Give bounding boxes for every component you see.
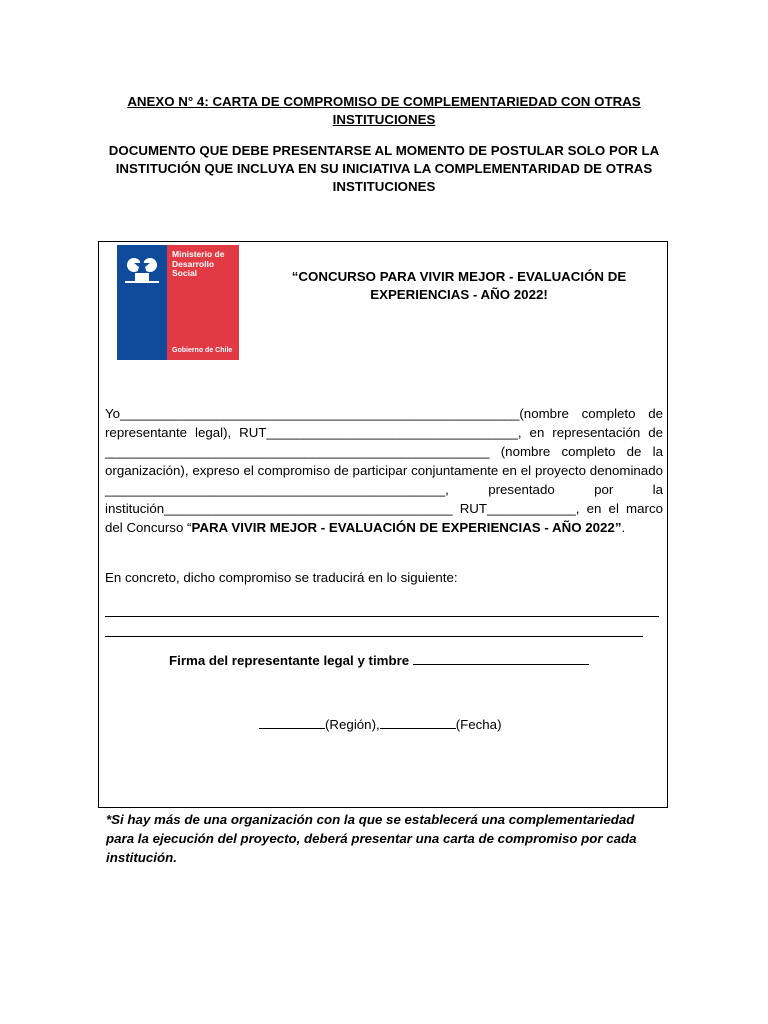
annex-title-line2: INSTITUCIONES (332, 112, 436, 127)
region-blank (259, 716, 325, 729)
annex-title (100, 93, 668, 129)
letter-paragraph-end: . (621, 520, 626, 535)
chile-crest-icon (120, 251, 164, 285)
region-label: (Región), (325, 717, 380, 732)
annex-title-line1: ANEXO N° 4: CARTA DE COMPROMISO DE COMPLEMENTARIEDAD CON OTRAS (127, 94, 641, 109)
date-blank (380, 716, 456, 729)
contest-title: “CONCURSO PARA VIVIR MEJOR - EVALUACIÓN DE EXPERIENCIAS - AÑO 2022! (291, 269, 627, 302)
commitment-line-1 (105, 616, 659, 617)
logo-ministry-name: Ministerio de Desarrollo Social (172, 249, 225, 278)
letter-paragraph: Yo______________________________________________________(nombre completo de representante legal), RUT__________________________________, en representación de ____________________________________________________ (nombre completo de la organización), expreso el compromiso de participar conjuntamente en el proyecto denominado ______________________________________________, presentado por la institución_______________________________________ RUT____________, en el marco del Concurso “ (105, 406, 663, 535)
logo-red-panel (167, 245, 239, 360)
place-date-field (259, 716, 502, 732)
logo-blue-panel (117, 245, 167, 360)
logo-government: Gobierno de Chile (172, 347, 233, 354)
signature-field (169, 652, 589, 668)
instructions: DOCUMENTO QUE DEBE PRESENTARSE AL MOMENTO DE POSTULAR SOLO POR LA INSTITUCIÓN QUE INCLUYA EN SU INICIATIVA LA COMPLEMENTARIDAD DE OTRAS INSTITUCIONES (108, 143, 660, 194)
contest-name-bold: PARA VIVIR MEJOR - EVALUACIÓN DE EXPERIENCIAS - AÑO 2022” (191, 520, 622, 535)
signature-blank (413, 652, 589, 665)
letter-frame (98, 241, 668, 808)
ministry-logo (117, 245, 239, 360)
commitment-intro: En concreto, dicho compromiso se traducirá en lo siguiente: (105, 570, 458, 585)
letter-body (105, 404, 663, 537)
date-label: (Fecha) (455, 717, 502, 732)
commitment-line-2 (105, 636, 643, 637)
footnote: *Si hay más de una organización con la que se establecerá una complementariedad para la ejecución del proyecto, deberá presentar una carta de compromiso por cada institución. (106, 812, 637, 865)
signature-label: Firma del representante legal y timbre (169, 653, 410, 668)
